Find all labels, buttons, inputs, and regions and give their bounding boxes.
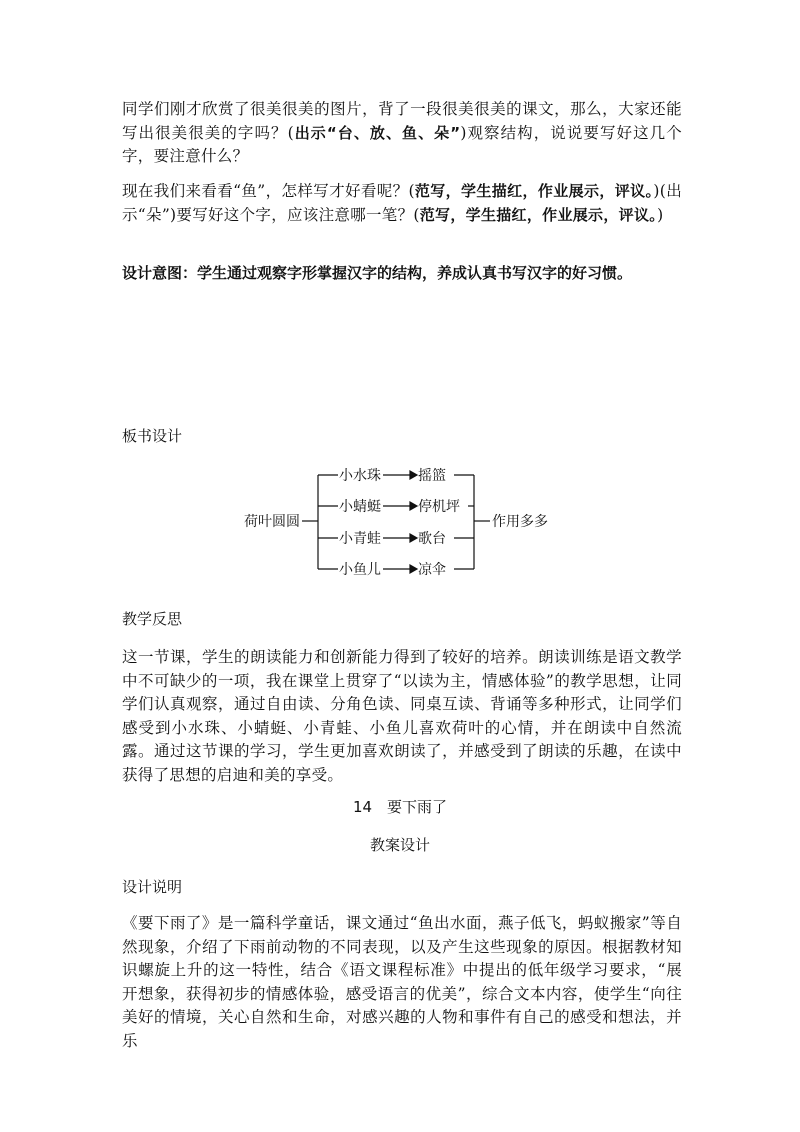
diagram-item-what: 歌台 bbox=[418, 531, 446, 547]
board-diagram bbox=[240, 458, 585, 584]
bold-run: 范写，学生描红，作业展示，评议。 bbox=[414, 182, 654, 200]
diagram-arrows bbox=[383, 471, 417, 573]
diagram-item-who: 小鱼儿 bbox=[339, 562, 381, 578]
design-explanation-paragraph: 《要下雨了》是一篇科学童话，课文通过“鱼出水面，燕子低飞，蚂蚁搬家”等自然现象，介绍了下雨前动物的不同表现，以及产生这些现象的原因。根据教材知识螺旋上升的这一特性，结合《语文课程标准》中提出的低年级学习要求，“展开想象，获得初步的情感体验，感受语言的优美”，综合文本内容，使学生“向往美好的情境，关心自然和生命，对感兴趣的人物和事件有自己的感受和想法，并乐 bbox=[122, 914, 682, 1050]
diagram-root-label: 荷叶圆圆 bbox=[244, 514, 300, 530]
text-run: )(出示“朵”)要写好这个字，应该注意哪一笔？( bbox=[122, 182, 682, 224]
design-intent-note: 设计意图：学生通过观察字形掌握汉字的结构，养成认真书写汉字的好习惯。 bbox=[122, 264, 633, 282]
text-run: 现在我们来看看“鱼”，怎样写才好看呢？( bbox=[122, 182, 415, 200]
reflection-heading: 教学反思 bbox=[122, 610, 183, 628]
diagram-item-who: 小青蛙 bbox=[339, 531, 381, 547]
practice-paragraph bbox=[122, 180, 682, 227]
design-explanation-heading: 设计说明 bbox=[122, 878, 183, 896]
diagram-item-who: 小蜻蜓 bbox=[339, 499, 381, 515]
text-run: )观察结构，说说要写好这几个字，要注意什么？ bbox=[122, 123, 682, 165]
reflection-paragraph: 这一节课，学生的朗读能力和创新能力得到了较好的培养。朗读训练是语文教学中不可缺少的一项，我在课堂上贯穿了“以读为主，情感体验”的教学思想，让同学们认真观察，通过自由读、分角色读、同桌互读、背诵等多种形式，让同学们感受到小水珠、小蜻蜓、小青蛙、小鱼儿喜欢荷叶的心情，并在朗读中自然流露。通过这节课的学习，学生更加喜欢朗读了，并感受到了朗读的乐趣，在读中获得了思想的启迪和美的享受。 bbox=[122, 648, 682, 784]
diagram-item-what: 凉伞 bbox=[418, 562, 446, 578]
diagram-item-what: 摇篮 bbox=[418, 468, 446, 484]
lesson-title: 14 要下雨了 bbox=[352, 798, 448, 816]
text-run: 同学们刚才欣赏了很美很美的图片，背了一段很美很美的课文，那么，大家还能写出很美很美的字吗？( bbox=[122, 100, 682, 142]
lesson-subtitle: 教案设计 bbox=[369, 836, 430, 854]
text-run: ) bbox=[657, 205, 664, 224]
bold-run: 范写，学生描红，作业展示，评议。 bbox=[419, 205, 658, 224]
intro-paragraph bbox=[122, 98, 682, 169]
diagram-item-what: 停机坪 bbox=[418, 499, 460, 515]
bold-run: 出示“台、放、鱼、朵” bbox=[293, 123, 461, 142]
board-design-heading: 板书设计 bbox=[122, 427, 183, 445]
diagram-result-label: 作用多多 bbox=[492, 514, 548, 530]
diagram-item-who: 小水珠 bbox=[339, 468, 381, 484]
